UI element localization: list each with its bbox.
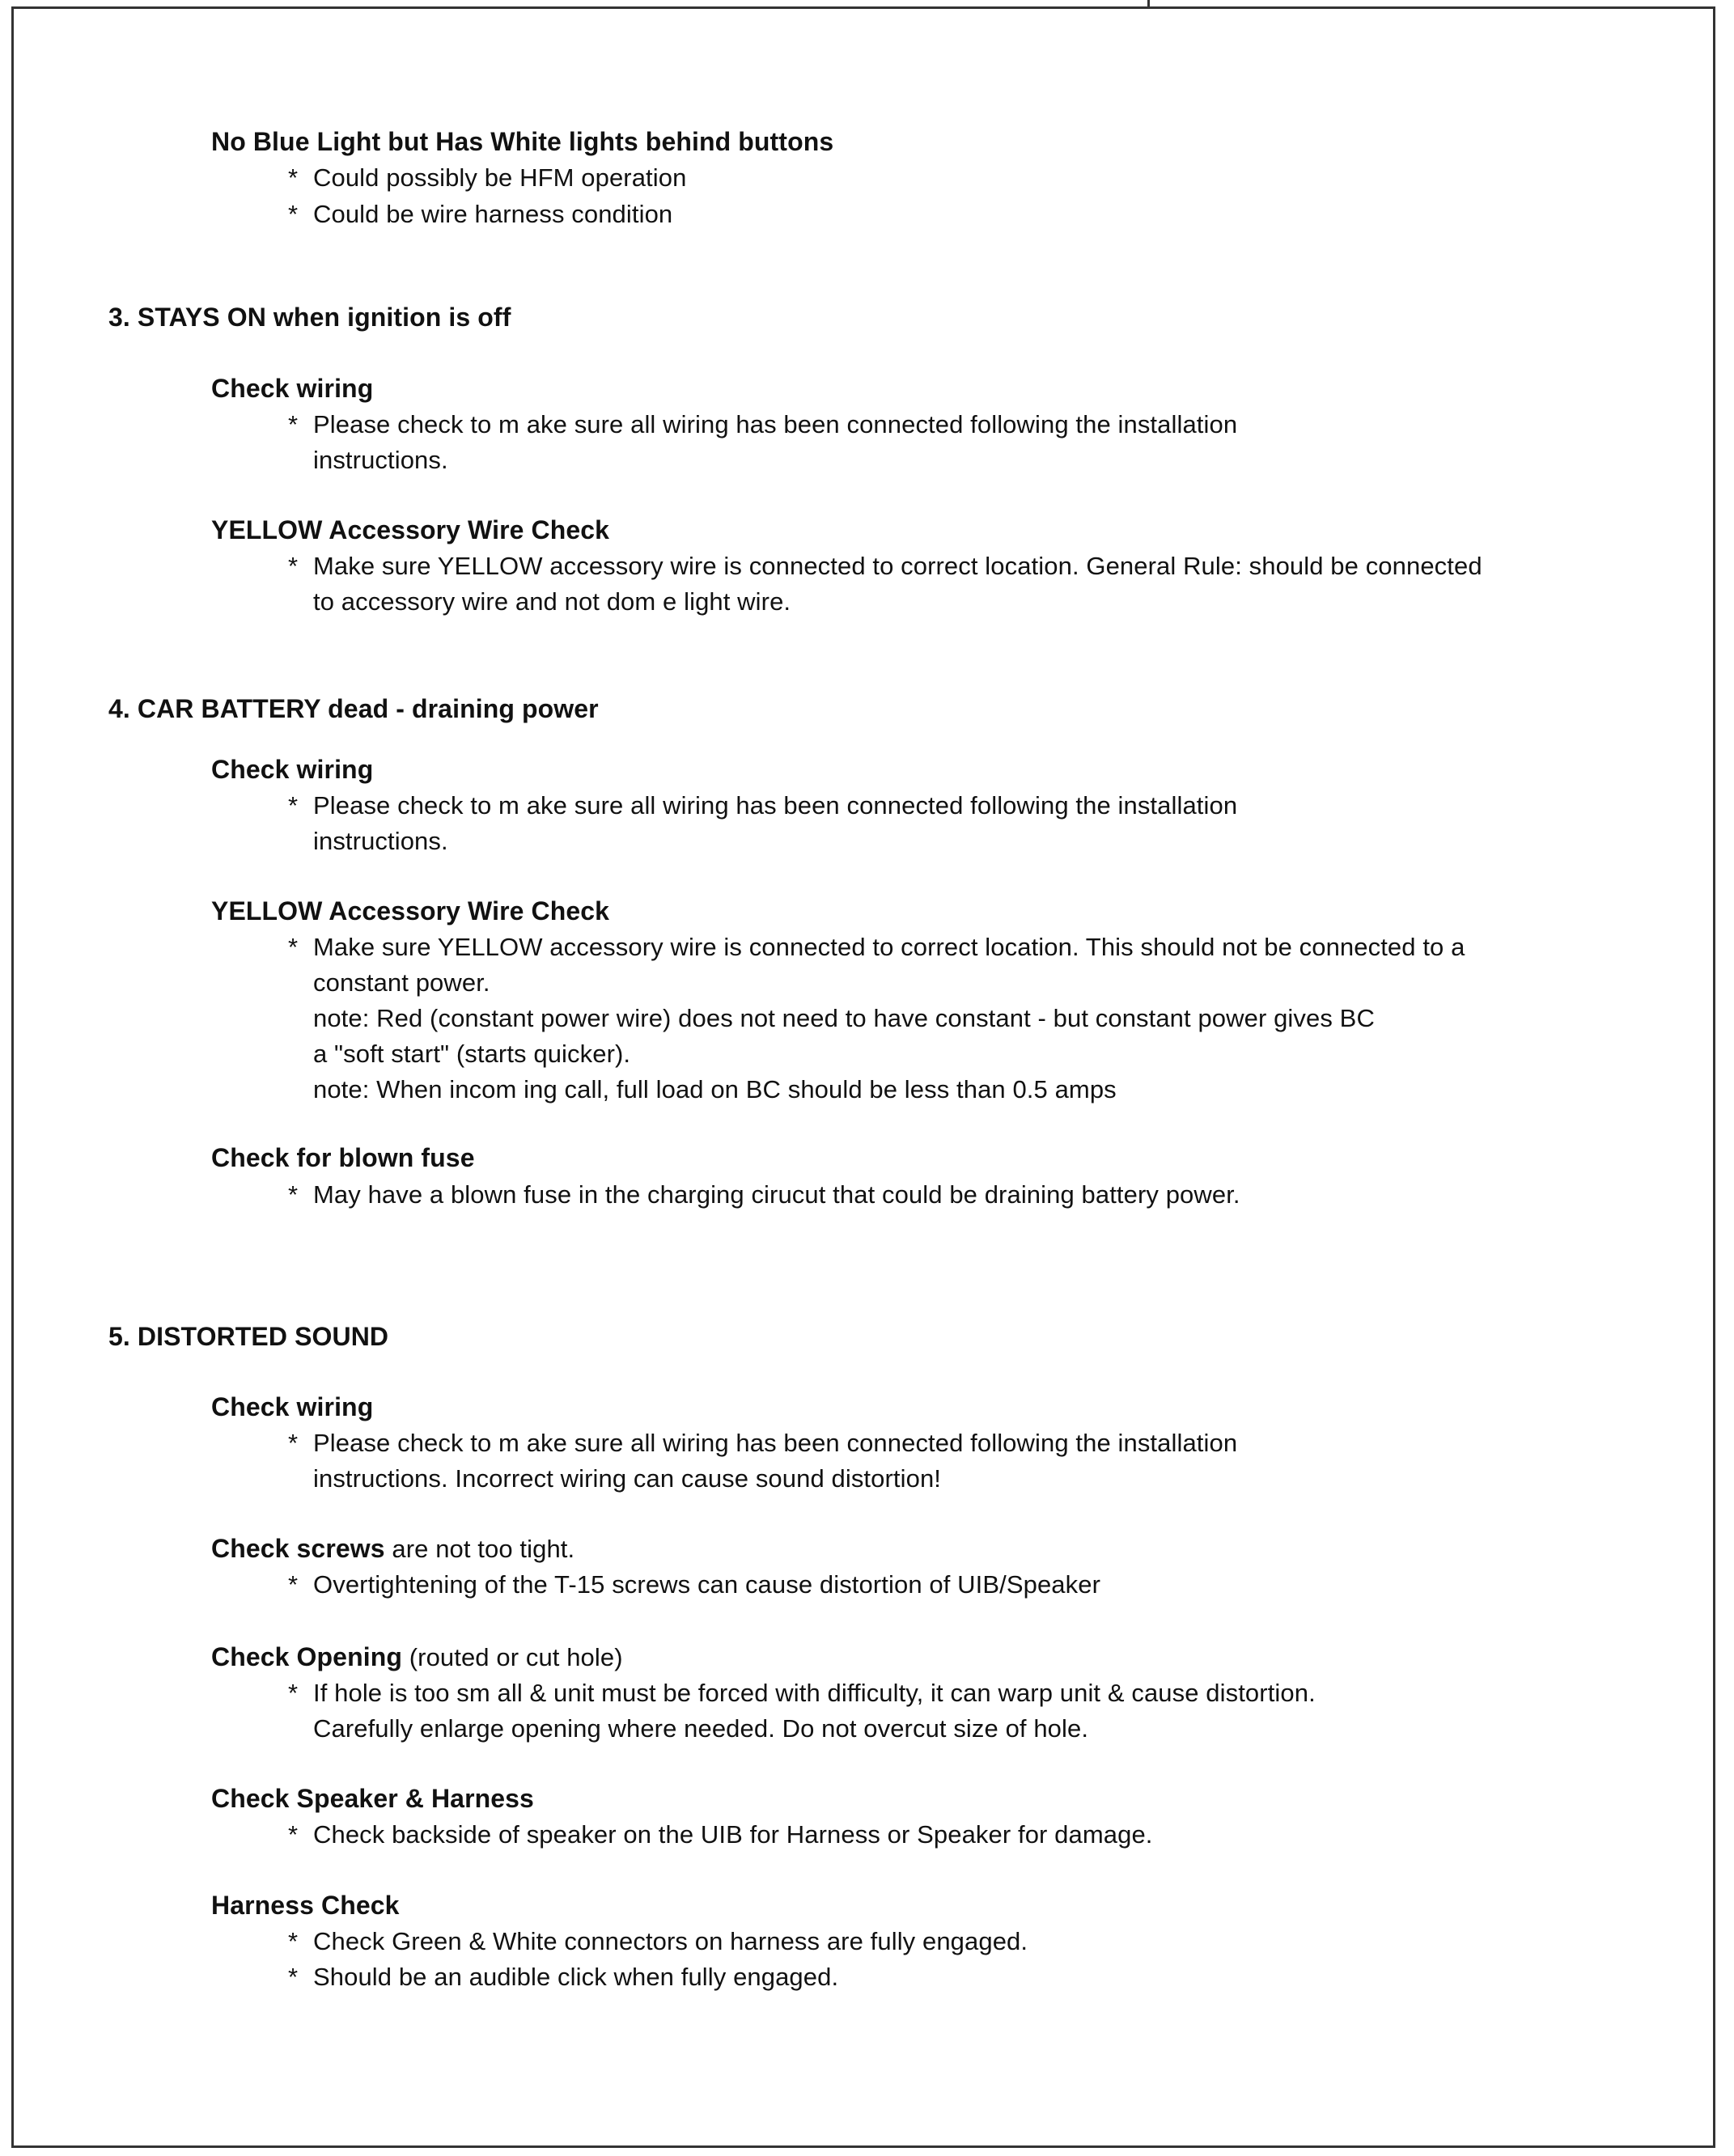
- subheading-speaker-harness: Check Speaker & Harness: [211, 1784, 534, 1813]
- bullet-continuation: instructions. Incorrect wiring can cause sound distortion!: [313, 1464, 942, 1493]
- bullet-item: * May have a blown fuse in the charging cirucut that could be draining battery power.: [288, 1180, 1240, 1209]
- subheading-check-wiring: Check wiring: [211, 374, 374, 403]
- bullet-continuation: instructions.: [313, 827, 448, 855]
- section-title-5: 5. DISTORTED SOUND: [108, 1322, 389, 1351]
- bullet-continuation: Carefully enlarge opening where needed. Do not overcut size of hole.: [313, 1714, 1089, 1743]
- subheading-yellow-wire: YELLOW Accessory Wire Check: [211, 515, 610, 544]
- bullet-item: * Overtightening of the T-15 screws can cause distortion of UIB/Speaker: [288, 1570, 1101, 1599]
- subheading-harness-check: Harness Check: [211, 1891, 400, 1920]
- bullet-item: * Could be wire harness condition: [288, 200, 673, 228]
- subheading-blown-fuse: Check for blown fuse: [211, 1143, 475, 1172]
- bullet-item: * Check backside of speaker on the UIB for Harness or Speaker for damage.: [288, 1820, 1153, 1849]
- bullet-item: * Please check to m ake sure all wiring has been connected following the installation: [288, 410, 1238, 438]
- note-line: a "soft start" (starts quicker).: [313, 1040, 631, 1068]
- note-line: note: When incom ing call, full load on BC should be less than 0.5 amps: [313, 1075, 1117, 1103]
- subheading-no-blue-light: No Blue Light but Has White lights behind buttons: [211, 127, 834, 156]
- bullet-item: * If hole is too sm all & unit must be forced with difficulty, it can warp unit & cause distortion.: [288, 1679, 1316, 1707]
- bullet-item: * Please check to m ake sure all wiring has been connected following the installation: [288, 1429, 1238, 1457]
- subheading-yellow-wire: YELLOW Accessory Wire Check: [211, 896, 610, 926]
- subheading-check-wiring: Check wiring: [211, 755, 374, 784]
- bullet-item: * Make sure YELLOW accessory wire is connected to correct location. General Rule: should be connected: [288, 552, 1482, 580]
- note-line: note: Red (constant power wire) does not need to have constant - but constant power gives BC: [313, 1004, 1375, 1032]
- bullet-continuation: constant power.: [313, 968, 490, 997]
- bullet-item: * Should be an audible click when fully engaged.: [288, 1963, 839, 1991]
- bullet-item: * Check Green & White connectors on harness are fully engaged.: [288, 1927, 1028, 1955]
- bullet-item: * Make sure YELLOW accessory wire is connected to correct location. This should not be connected to a: [288, 933, 1465, 961]
- bullet-item: * Could possibly be HFM operation: [288, 163, 687, 192]
- section-title-4: 4. CAR BATTERY dead - draining power: [108, 694, 599, 723]
- bullet-item: * Please check to m ake sure all wiring has been connected following the installation: [288, 791, 1238, 820]
- bullet-continuation: instructions.: [313, 446, 448, 474]
- section-title-3: 3. STAYS ON when ignition is off: [108, 303, 511, 332]
- bullet-continuation: to accessory wire and not dom e light wire.: [313, 587, 791, 616]
- subheading-check-screws: Check screws are not too tight.: [211, 1534, 575, 1563]
- subheading-check-wiring: Check wiring: [211, 1392, 374, 1421]
- subheading-check-opening: Check Opening (routed or cut hole): [211, 1642, 623, 1671]
